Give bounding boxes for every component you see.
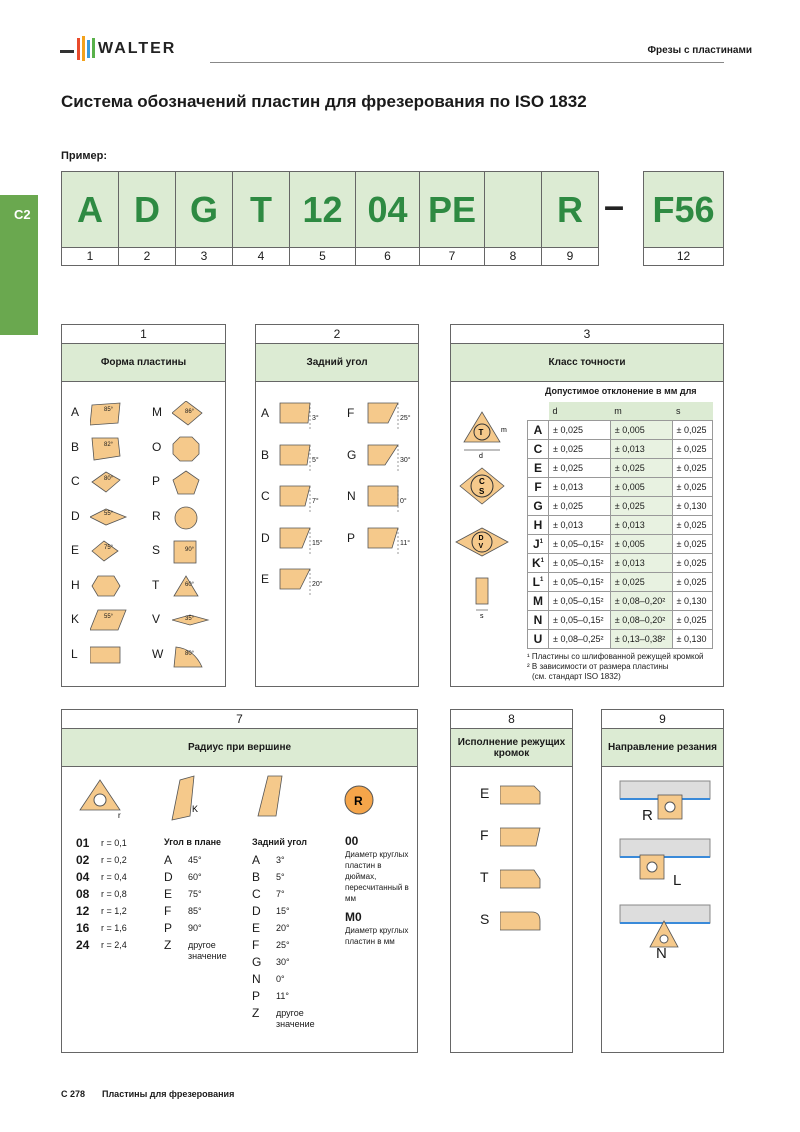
- clearance-key: G: [252, 955, 262, 969]
- tolerance-cell: ± 0,013: [610, 515, 672, 534]
- fig-v: V: [478, 543, 484, 550]
- shape-angle: 80°: [104, 476, 114, 482]
- code-number: 9: [541, 247, 599, 266]
- tolerance-cell: ± 0,130: [672, 629, 712, 648]
- tolerance-col-header: m: [610, 402, 672, 420]
- tolerance-cell: ± 0,130: [672, 496, 712, 515]
- insert-shape-icon: [172, 436, 212, 462]
- tolerance-row: [528, 496, 713, 515]
- clearance-key: B: [261, 447, 270, 462]
- shape-key: O: [152, 439, 162, 454]
- tolerance-header-row: [528, 402, 713, 420]
- tolerance-class-key: [528, 534, 549, 553]
- clearance-key: F: [252, 938, 260, 952]
- edge-key: F: [480, 827, 489, 843]
- side-tab-label: C2: [14, 207, 31, 222]
- code-cell: A: [61, 171, 119, 248]
- radius-key: 02: [76, 853, 90, 867]
- tolerance-cell: ± 0,13–0,38²: [610, 629, 672, 648]
- code-number: 7: [419, 247, 485, 266]
- footer-page: C 278: [61, 1089, 86, 1099]
- box-number: 8: [451, 710, 572, 729]
- clearance-angle: 7°: [312, 498, 319, 505]
- plan-angle-value: другое значение: [188, 940, 227, 961]
- shape-key: H: [71, 577, 80, 592]
- plan-angle-value: 85°: [188, 906, 202, 916]
- edge-key: S: [480, 911, 490, 927]
- plan-angle-key: P: [164, 921, 173, 935]
- radius-value: r = 0,8: [101, 889, 127, 899]
- tolerance-class-key: [528, 420, 549, 439]
- tolerance-table: [527, 402, 713, 649]
- shape-angle: 35°: [185, 616, 195, 622]
- shape-key: P: [152, 474, 161, 488]
- code-cell: G: [175, 171, 233, 248]
- tolerance-row: [528, 591, 713, 610]
- box-number: 7: [62, 710, 417, 729]
- clearance-angle: 15°: [312, 539, 323, 547]
- shape-key: V: [152, 612, 161, 626]
- shape-angle: 55°: [104, 510, 114, 517]
- clearance-angle: 5°: [312, 456, 319, 464]
- tolerance-row: [528, 610, 713, 629]
- clearance-value: 11°: [276, 991, 289, 1001]
- tolerance-class-letter: C: [533, 441, 543, 456]
- tolerance-row: [528, 572, 713, 591]
- clearance-key: C: [261, 489, 270, 503]
- shape-angle: 60°: [185, 581, 195, 588]
- tolerance-class-letter: H: [533, 517, 543, 532]
- code-number: 8: [484, 247, 542, 266]
- edge-key: E: [480, 785, 490, 801]
- edge-key: T: [480, 869, 489, 885]
- tolerance-class-key: [528, 439, 549, 458]
- tolerance-cell: ± 0,025: [672, 420, 712, 439]
- insert-shape-icon: [172, 505, 212, 531]
- clearance-value: 25°: [276, 940, 290, 950]
- header-section: Фрезы с пластинами: [647, 45, 752, 56]
- tolerance-class-letter: M: [533, 593, 543, 608]
- plan-angle-icon: [172, 776, 194, 820]
- insert-shape-icon: [90, 608, 130, 634]
- tolerance-cell: ± 0,025: [672, 553, 712, 572]
- tolerance-cell: ± 0,025: [672, 439, 712, 458]
- code-cell: T: [232, 171, 290, 248]
- clearance-key: D: [261, 530, 270, 545]
- radius-key: 08: [76, 887, 90, 901]
- tolerance-class-footnote: 1: [540, 576, 544, 583]
- tolerance-class-key: [528, 553, 549, 572]
- radius-key: 12: [76, 904, 90, 918]
- tolerance-class-letter: G: [533, 498, 543, 513]
- clearance-angle: 30°: [400, 456, 411, 464]
- tolerance-class-key: [528, 477, 549, 496]
- example-label: Пример:: [61, 150, 108, 162]
- box-title: Форма пластины: [62, 344, 225, 382]
- tolerance-row: [528, 439, 713, 458]
- tolerance-class-letter: U: [533, 631, 543, 646]
- tolerance-class-letter: K: [532, 555, 541, 570]
- shape-key: K: [71, 612, 80, 626]
- tolerance-cell: ± 0,025: [610, 572, 672, 591]
- direction-key: L: [673, 872, 682, 889]
- tolerance-row: [528, 477, 713, 496]
- edge-prep-icon: [500, 868, 544, 890]
- box-title: Направление резания: [602, 729, 723, 767]
- fig-k: K: [192, 804, 199, 814]
- radius-key: 16: [76, 921, 90, 935]
- insert-shape-icon: [90, 401, 130, 427]
- clearance-key: Z: [252, 1006, 260, 1020]
- tolerance-class-key: [528, 610, 549, 629]
- clearance-angle: 20°: [312, 581, 323, 588]
- tolerance-cell: ± 0,025: [672, 477, 712, 496]
- tolerance-cell: ± 0,08–0,20²: [610, 610, 672, 629]
- clearance-key: C: [252, 887, 261, 901]
- edge-prep-icon: [500, 826, 544, 848]
- fig-dim-m: m: [501, 427, 507, 434]
- tolerance-cell: ± 0,025: [672, 572, 712, 591]
- tolerance-cell: ± 0,025: [610, 458, 672, 477]
- shape-key: A: [71, 405, 80, 419]
- tolerance-class-key: [528, 458, 549, 477]
- shape-key: D: [71, 508, 80, 523]
- tolerance-row: [528, 515, 713, 534]
- clearance-key: D: [252, 904, 261, 918]
- tolerance-cell: ± 0,005: [610, 420, 672, 439]
- clearance-key: P: [347, 530, 356, 545]
- tolerance-cell: ± 0,025: [549, 458, 611, 477]
- tolerance-class-letter: L: [532, 574, 540, 589]
- fig-r: r: [118, 811, 121, 820]
- footer-text: Пластины для фрезерования: [102, 1089, 235, 1099]
- code-cell: D: [118, 171, 176, 248]
- box-number: 1: [62, 325, 225, 344]
- direction-figures: [606, 775, 718, 965]
- code-cell: 12: [289, 171, 356, 248]
- plan-angle-key: D: [164, 870, 173, 884]
- tolerance-cell: ± 0,025: [549, 496, 611, 515]
- shape-angle: 55°: [104, 614, 114, 620]
- tolerance-cell: ± 0,05–0,15²: [549, 610, 611, 629]
- shape-key: W: [152, 646, 164, 661]
- code-cell: [484, 171, 542, 248]
- plan-angle-title: Угол в плане: [164, 837, 222, 847]
- clearance-value: 20°: [276, 923, 290, 933]
- box-title: Задний угол: [256, 344, 418, 382]
- shape-key: S: [152, 543, 161, 557]
- clearance-icon: [258, 776, 282, 816]
- tolerance-class-key: [528, 591, 549, 610]
- tolerance-cell: ± 0,025: [610, 496, 672, 515]
- box-number: 9: [602, 710, 723, 729]
- code-m0: M0: [345, 910, 362, 924]
- shape-key: L: [71, 646, 78, 661]
- tolerance-cell: ± 0,08–0,20²: [610, 591, 672, 610]
- shape-key: C: [71, 474, 80, 488]
- tolerance-cell: ± 0,025: [549, 439, 611, 458]
- walter-logo: [60, 34, 200, 64]
- radius-value: r = 1,6: [101, 923, 127, 933]
- code-number: 5: [289, 247, 356, 266]
- clearance-title: Задний угол: [252, 837, 307, 847]
- tolerance-row: [528, 629, 713, 648]
- code-number: 6: [355, 247, 420, 266]
- edge-prep-icon: [500, 784, 544, 806]
- code-cell: R: [541, 171, 599, 248]
- tolerance-cell: ± 0,025: [549, 420, 611, 439]
- clearance-key: E: [252, 921, 261, 935]
- clearance-value: 30°: [276, 957, 290, 967]
- clearance-key: N: [252, 972, 261, 986]
- radius-value: r = 0,4: [101, 872, 127, 882]
- insert-shape-icon: [172, 470, 212, 496]
- tolerance-row: [528, 534, 713, 553]
- fig-d: D: [478, 535, 484, 542]
- tolerance-row: [528, 553, 713, 572]
- edge-prep-icon: [500, 910, 544, 932]
- tolerance-cell: ± 0,013: [549, 477, 611, 496]
- tolerance-cell: ± 0,05–0,15²: [549, 553, 611, 572]
- code-m0-text: Диаметр круглых пластин в мм: [345, 926, 409, 946]
- shape-angle: 80°: [185, 650, 195, 657]
- tolerance-cell: ± 0,05–0,15²: [549, 572, 611, 591]
- tolerance-cell: ± 0,013: [549, 515, 611, 534]
- clearance-key: F: [347, 406, 355, 420]
- tolerance-cell: ± 0,013: [610, 439, 672, 458]
- clearance-value: 3°: [276, 855, 285, 865]
- tolerance-class-letter: E: [534, 460, 543, 475]
- tolerance-figures: [452, 400, 524, 620]
- code-number-last: 12: [643, 247, 724, 266]
- page-title: Система обозначений пластин для фрезерования по ISO 1832: [61, 92, 587, 111]
- radius-key: 24: [76, 938, 90, 952]
- clearance-value: 15°: [276, 906, 290, 916]
- shape-key: M: [152, 405, 162, 419]
- tolerance-note: ¹ Пластины со шлифованной режущей кромкой: [527, 652, 704, 661]
- tolerance-cell: ± 0,005: [610, 477, 672, 496]
- box-number: 2: [256, 325, 418, 344]
- header-rule: [210, 62, 724, 63]
- clearance-key: E: [261, 572, 270, 586]
- shape-angle: 75°: [104, 545, 114, 551]
- shape-key: E: [71, 543, 80, 557]
- tolerance-note: ² В зависимости от размера пластины: [527, 662, 669, 671]
- fig-dim-d: d: [479, 453, 483, 460]
- fig-dim-s: s: [480, 613, 484, 620]
- tolerance-cell: ± 0,013: [610, 553, 672, 572]
- box-number: 3: [451, 325, 723, 344]
- radius-key: 04: [76, 870, 90, 884]
- tolerance-cell: ± 0,130: [672, 591, 712, 610]
- insert-shape-icon: [90, 470, 130, 496]
- box-title: Исполнение режущих кромок: [451, 729, 572, 767]
- tolerance-cell: ± 0,05–0,15²: [549, 534, 611, 553]
- clearance-key: A: [261, 406, 270, 420]
- clearance-angle: 25°: [400, 415, 411, 422]
- tolerance-subtitle: Допустимое отклонение в мм для: [545, 386, 697, 396]
- box-title: Класс точности: [451, 344, 723, 382]
- insert-shape-icon: [90, 643, 130, 669]
- code-number: 1: [61, 247, 119, 266]
- tolerance-class-key: [528, 515, 549, 534]
- tolerance-cell: ± 0,05–0,15²: [549, 591, 611, 610]
- code-dash: –: [604, 185, 625, 226]
- fig-r-circle: R: [354, 794, 363, 808]
- clearance-key: N: [347, 489, 356, 503]
- tolerance-row: [528, 458, 713, 477]
- code-cell: 04: [355, 171, 420, 248]
- clearance-value: другое значение: [276, 1008, 315, 1029]
- radius-value: r = 2,4: [101, 940, 127, 950]
- radius-value: r = 1,2: [101, 906, 127, 916]
- clearance-value: 0°: [276, 974, 285, 984]
- tolerance-notes: [527, 652, 704, 682]
- shape-angle: 90°: [185, 547, 195, 553]
- clearance-angle: 3°: [312, 415, 319, 422]
- plan-angle-key: Z: [164, 938, 172, 952]
- plan-angle-value: 90°: [188, 923, 202, 933]
- clearance-angle: 0°: [400, 498, 407, 505]
- tolerance-cell: ± 0,025: [672, 458, 712, 477]
- code-00-text: Диаметр круглых пластин в дюймах, пересчитанный в мм: [345, 850, 409, 903]
- header-empty: [528, 402, 549, 420]
- code-number: 3: [175, 247, 233, 266]
- tolerance-class-key: [528, 629, 549, 648]
- clearance-angle: 11°: [400, 539, 411, 547]
- tolerance-class-letter: J: [532, 536, 540, 551]
- radius-value: r = 0,2: [101, 855, 127, 865]
- tolerance-class-footnote: 1: [540, 557, 545, 564]
- radius-value: r = 0,1: [101, 838, 127, 848]
- tolerance-note: (см. стандарт ISO 1832): [532, 672, 621, 681]
- code-00: 00: [345, 834, 359, 848]
- tolerance-row: [528, 420, 713, 439]
- tolerance-col-header: d: [549, 402, 611, 420]
- plan-angle-value: 45°: [188, 855, 202, 865]
- insert-shape-icon: [90, 574, 130, 600]
- code-cell-last: F56: [643, 171, 724, 248]
- shape-angle: 82°: [104, 441, 114, 448]
- tolerance-cell: ± 0,025: [672, 610, 712, 629]
- plan-angle-key: A: [164, 853, 173, 867]
- tolerance-class-key: [528, 496, 549, 515]
- insert-shape-icon: [90, 436, 130, 462]
- tolerance-class-key: [528, 572, 549, 591]
- tolerance-class-letter: N: [533, 612, 543, 627]
- clearance-value: 5°: [276, 872, 285, 882]
- tolerance-class-letter: F: [534, 479, 542, 494]
- clearance-key: G: [347, 447, 357, 462]
- plan-angle-key: E: [164, 887, 173, 901]
- tolerance-class-footnote: 1: [539, 538, 544, 545]
- tolerance-cell: ± 0,025: [672, 534, 712, 553]
- shape-key: T: [152, 577, 160, 592]
- shape-key: R: [152, 508, 161, 523]
- clearance-key: P: [252, 989, 261, 1003]
- radius-figures: [70, 770, 390, 830]
- tolerance-cell: ± 0,08–0,25²: [549, 629, 611, 648]
- insert-shape-icon: [90, 539, 130, 565]
- fig-t: T: [478, 428, 484, 437]
- direction-key: R: [642, 807, 653, 824]
- tolerance-class-letter: A: [533, 422, 543, 437]
- shape-angle: 85°: [104, 407, 114, 413]
- tolerance-cell: ± 0,025: [672, 515, 712, 534]
- code-number: 4: [232, 247, 290, 266]
- insert-shape-icon: [90, 505, 130, 531]
- clearance-key: B: [252, 870, 261, 884]
- shape-angle: 86°: [185, 409, 195, 415]
- radius-key: 01: [76, 836, 90, 850]
- thickness-icon: [476, 578, 488, 604]
- plan-angle-key: F: [164, 904, 172, 918]
- plan-angle-value: 60°: [188, 872, 202, 882]
- box-title: Радиус при вершине: [62, 729, 417, 767]
- logo-text: WALTER: [98, 40, 177, 57]
- fig-c: C: [479, 477, 485, 486]
- tolerance-cell: ± 0,005: [610, 534, 672, 553]
- code-cell: PE: [419, 171, 485, 248]
- tolerance-col-header: s: [672, 402, 712, 420]
- code-number: 2: [118, 247, 176, 266]
- shape-key: B: [71, 439, 80, 454]
- plan-angle-value: 75°: [188, 889, 202, 899]
- clearance-key: A: [252, 853, 261, 867]
- fig-s: S: [479, 487, 485, 496]
- clearance-value: 7°: [276, 889, 285, 899]
- direction-key: N: [656, 945, 667, 962]
